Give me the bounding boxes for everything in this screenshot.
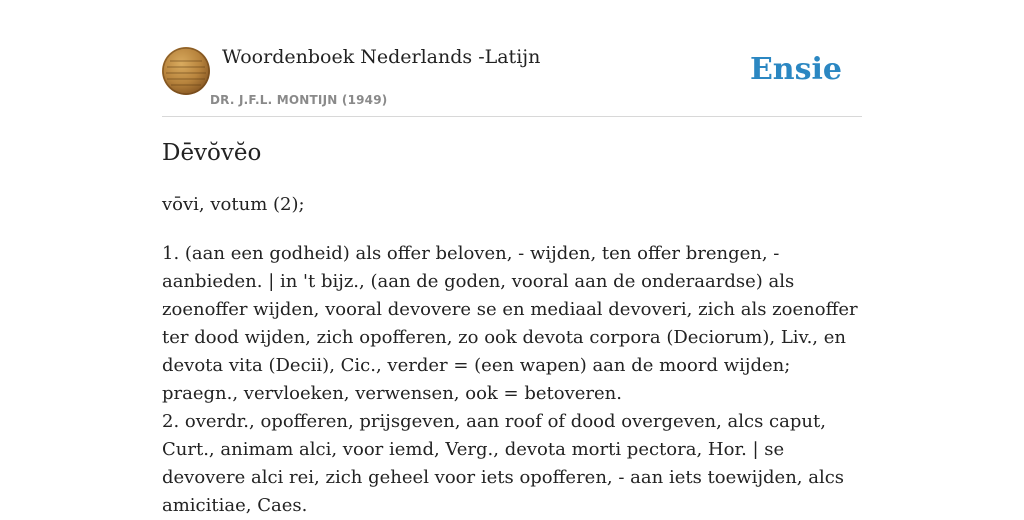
- definition-sense-2: 2. overdr., opofferen, prijsgeven, aan roof of dood overgeven, alcs caput, Curt., animam alci, voor iemd, Verg., devota morti pectora, Hor. | se devovere alci rei, zich geheel voor iets opofferen, - aan iets toewijden, alcs amicitiae, Caes.: [162, 411, 845, 516]
- site-header: [162, 46, 862, 117]
- ensie-logo-link[interactable]: Ensie: [749, 52, 842, 87]
- entry-definition: [162, 240, 872, 520]
- entry-forms: vōvi, votum (2);: [162, 194, 305, 215]
- entry-headword: Dēvŏvĕo: [162, 140, 262, 166]
- book-title[interactable]: Woordenboek Nederlands -Latijn: [222, 46, 541, 68]
- book-author: DR. J.F.L. MONTIJN (1949): [210, 93, 388, 107]
- definition-sense-1: 1. (aan een godheid) als offer beloven, - wijden, ten offer brengen, - aanbieden. | in 't bijz., (aan de goden, vooral aan de onderaardse) als zoenoffer wijden, vooral devovere se en mediaal devoveri, zich als zoenoffer ter dood wijden, zich opofferen, zo ook devota corpora (Deciorum), Liv., en devota vita (Decii), Cic., verder = (een wapen) aan de moord wijden; praegn., vervloeken, verwensen, ook = betoveren.: [162, 243, 858, 404]
- bronze-seal-icon[interactable]: [162, 47, 210, 95]
